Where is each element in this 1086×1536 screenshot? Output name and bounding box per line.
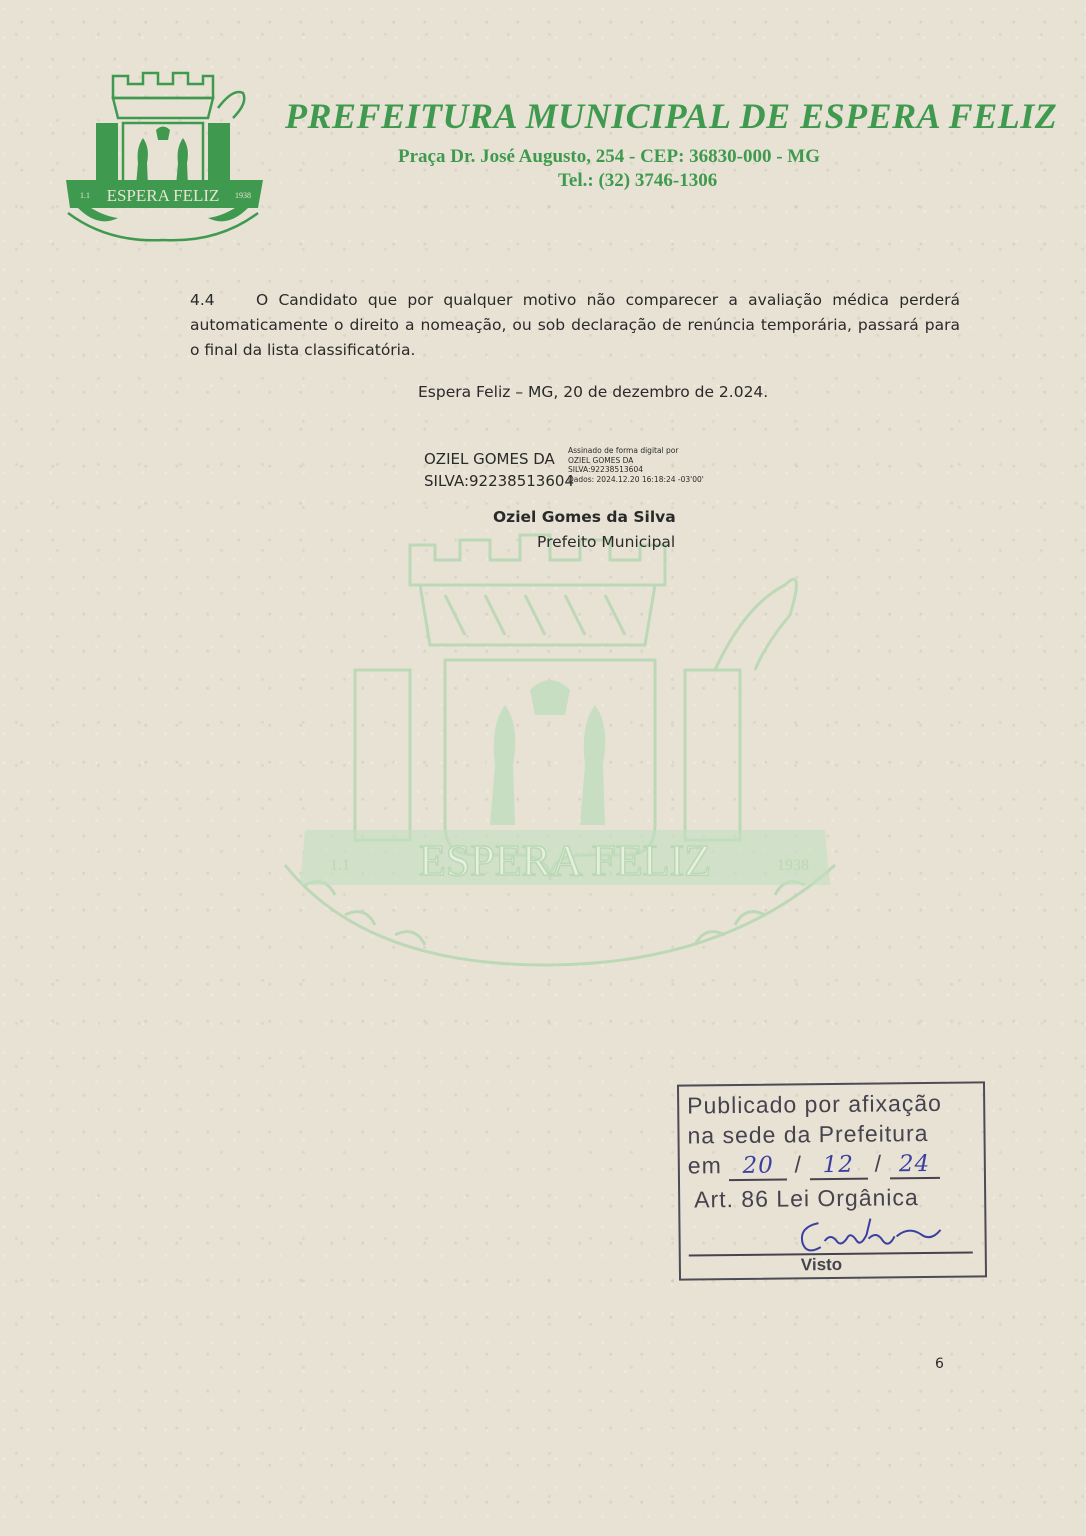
stamp-em-label: em xyxy=(687,1152,722,1179)
stamp-line3: em 20 / 12 / 24 xyxy=(688,1150,940,1182)
stamp-line2: na sede da Prefeitura xyxy=(687,1119,929,1149)
signer-role: Prefeito Municipal xyxy=(537,533,676,551)
signature-name-line2: SILVA:92238513604 xyxy=(424,472,574,490)
clause-text: O Candidato que por qualquer motivo não comparecer a avaliação médica perderá automaticamente o direito a nomeação, ou sob declaração de renúncia temporária, passará para o final da lista classificatória. xyxy=(190,291,960,359)
stamp-line4: Art. 86 Lei Orgânica xyxy=(694,1184,919,1213)
watermark-crest-image xyxy=(245,525,885,1025)
watermark-banner-text: ESPERA FELIZ xyxy=(418,836,712,885)
signature-detail-line: SILVA:92238513604 xyxy=(568,465,643,474)
signature-details xyxy=(568,446,704,484)
header-address: Praça Dr. José Augusto, 254 - CEP: 36830-000 - MG xyxy=(398,146,821,167)
watermark-right-year: 1938 xyxy=(777,857,809,874)
stamp-line1: Publicado por afixação xyxy=(687,1089,943,1119)
watermark-left-year: 1.1 xyxy=(330,857,350,874)
signature-detail-line: Assinado de forma digital por xyxy=(568,446,679,455)
crest-right-year: 1938 xyxy=(235,191,251,200)
header-phone: Tel.: (32) 3746-1306 xyxy=(558,170,718,191)
crest-banner-text: ESPERA FELIZ xyxy=(106,186,220,205)
header-title: PREFEITURA MUNICIPAL DE ESPERA FELIZ xyxy=(285,96,1058,136)
date-line: Espera Feliz – MG, 20 de dezembro de 2.024. xyxy=(418,383,769,401)
municipal-coat-of-arms-icon xyxy=(58,68,268,243)
clause-paragraph xyxy=(190,288,960,363)
signature-name-line1: OZIEL GOMES DA xyxy=(424,450,555,468)
clause-number: 4.4 xyxy=(190,291,215,309)
stamp-date-year: 24 xyxy=(889,1151,939,1180)
page-number: 6 xyxy=(935,1356,944,1372)
signature-detail-line: OZIEL GOMES DA xyxy=(568,455,634,465)
signature-detail-line: Dados: 2024.12.20 16:18:24 -03'00' xyxy=(568,474,704,484)
stamp-visto-label: Visto xyxy=(800,1254,843,1275)
signer-name: Oziel Gomes da Silva xyxy=(493,508,676,526)
crest-left-year: 1.1 xyxy=(80,191,90,200)
stamp-date-day: 20 xyxy=(729,1152,787,1181)
publication-stamp xyxy=(677,1081,987,1280)
stamp-date-month: 12 xyxy=(809,1152,867,1181)
